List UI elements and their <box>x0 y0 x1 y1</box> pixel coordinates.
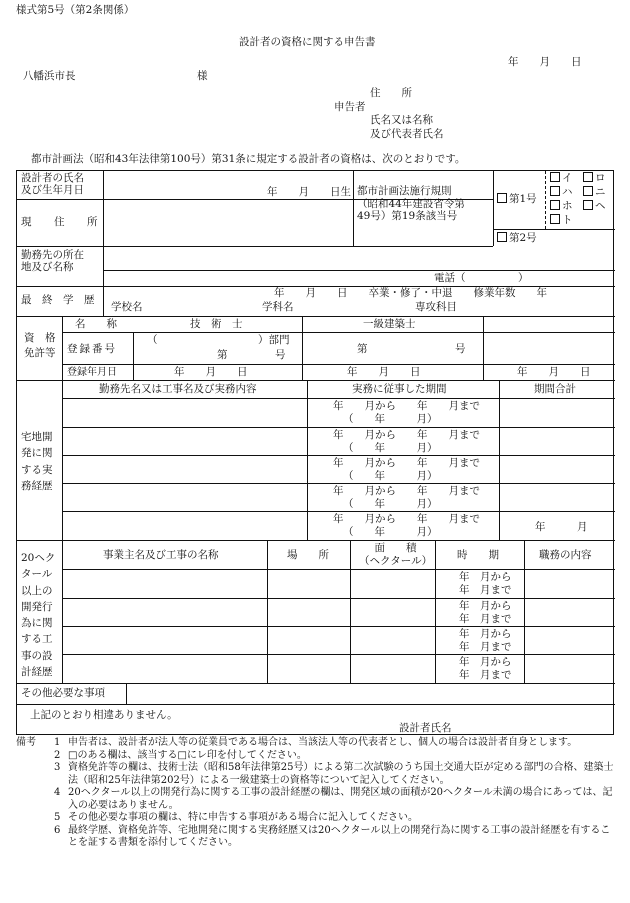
checkbox-icon <box>550 200 560 210</box>
experience-col-work: 勤務先名又は工事名及び実務内容 <box>99 383 257 395</box>
experience-period-length[interactable]: （ 年 月） <box>343 526 438 538</box>
bumon-open: （ <box>147 334 158 346</box>
rule-reference: 都市計画法施行規則 （昭和44年建設省令第 49号）第19条該当号 <box>357 185 465 223</box>
large-dev-from[interactable]: 年 月から <box>459 571 512 583</box>
birth-date[interactable]: 年 月 日生 <box>267 186 351 198</box>
large-dev-to[interactable]: 年 月まで <box>459 613 512 625</box>
registration-number-label: 登録番号 <box>67 343 117 355</box>
ikkyu-go[interactable]: 号 <box>455 343 466 355</box>
experience-period-from-to[interactable]: 年 月から 年 月まで <box>333 400 480 412</box>
kana-i[interactable]: イ <box>550 172 573 184</box>
large-development-label: 20ヘク タール 以上の 開発行 為に関 する工 事の設 計経歴 <box>21 552 56 678</box>
large-dev-col-period: 時 期 <box>457 549 499 561</box>
ikkyu-dai: 第 <box>357 343 368 355</box>
checkbox-icon <box>497 193 507 203</box>
ikkyu-reg-date-1[interactable]: 年 月 日 <box>347 366 421 378</box>
experience-period-from-to[interactable]: 年 月から 年 月まで <box>333 485 480 497</box>
kana-to[interactable]: ト <box>550 214 573 226</box>
experience-col-period: 実務に従事した期間 <box>352 383 447 395</box>
ikkyu-reg-date-2[interactable]: 年 月 日 <box>517 366 591 378</box>
major-label: 専攻科目 <box>415 301 457 313</box>
experience-col-total: 期間合計 <box>534 383 576 395</box>
declaration-form <box>16 170 614 735</box>
gijutsushi-dai: 第 <box>217 349 228 361</box>
note-item: 4 20ヘクタール以上の開発行為に関する工事の設計経歴の欄は、開発区域の面積が20ヘクタール未満の場合にあっては、記入の必要はありません。 <box>54 787 613 811</box>
designer-name-label: 設計者の氏名 及び生年月日 <box>21 172 84 197</box>
experience-total[interactable]: 年 月 <box>535 521 588 533</box>
education-label: 最 終 学 歴 <box>21 294 95 306</box>
notes-section <box>16 737 616 850</box>
checkbox-icon <box>497 232 507 242</box>
education-dates[interactable]: 年 月 日 卒業・修了・中退 修業年数 年 <box>274 287 547 299</box>
form-title: 設計者の資格に関する申告書 <box>239 36 376 48</box>
applicant-address-label: 住 所 <box>370 87 412 99</box>
honorific: 様 <box>197 70 208 82</box>
faculty-label: 学科名 <box>262 301 294 313</box>
current-address-label: 現 住 所 <box>21 216 104 228</box>
applicant-name-label: 氏名又は名称 <box>370 114 433 126</box>
gijutsushi-reg-date[interactable]: 年 月 日 <box>174 366 248 378</box>
large-dev-col-duty: 職務の内容 <box>539 549 592 561</box>
checkbox-icon <box>583 186 593 196</box>
kana-ha[interactable]: ハ <box>550 186 573 198</box>
experience-label: 宅地開 発に関 する実 務経歴 <box>21 431 53 492</box>
large-dev-to[interactable]: 年 月まで <box>459 641 512 653</box>
experience-period-from-to[interactable]: 年 月から 年 月まで <box>333 457 480 469</box>
kana-he[interactable]: ヘ <box>583 200 606 212</box>
large-dev-from[interactable]: 年 月から <box>459 600 512 612</box>
experience-period-from-to[interactable]: 年 月から 年 月まで <box>333 429 480 441</box>
checkbox-icon <box>550 172 560 182</box>
checkbox-icon <box>583 172 593 182</box>
large-dev-to[interactable]: 年 月まで <box>459 669 512 681</box>
large-dev-col-location: 場 所 <box>287 549 329 561</box>
large-dev-from[interactable]: 年 月から <box>459 656 512 668</box>
kana-ho[interactable]: ホ <box>550 200 573 212</box>
statement: 都市計画法（昭和43年法律第100号）第31条に規定する設計者の資格は、次のとおりです。 <box>31 153 466 165</box>
large-dev-from[interactable]: 年 月から <box>459 628 512 640</box>
note-item: 2 □のある欄は、該当する□にレ印を付してください。 <box>54 749 307 761</box>
kana-ni[interactable]: ニ <box>583 186 606 198</box>
school-name-label: 学校名 <box>111 301 143 313</box>
item-2-check[interactable]: 第2号 <box>497 232 537 244</box>
office-label: 勤務先の所在 地及び名称 <box>21 249 84 274</box>
large-dev-col-project: 事業主名及び工事の名称 <box>103 549 219 561</box>
license-name-label: 名 称 <box>75 318 117 330</box>
experience-period-length[interactable]: （ 年 月） <box>343 442 438 454</box>
note-item: 3 資格免許等の欄は、技術士法（昭和58年法律第25号）による第二次試験のうち国土交通大臣が定める部門の合格、建築士法（昭和25年法律第202号）による一級建築士の資格等について記入してください。 <box>54 762 614 786</box>
notes-title: 備考 <box>16 737 36 748</box>
note-item: 5 その他必要な事項の欄は、特に申告する事項がある場合に記入してください。 <box>54 812 418 823</box>
other-matters-label: その他必要な事項 <box>21 687 105 699</box>
addressee: 八幡浜市長 <box>23 70 76 82</box>
note-item: 備考 1 申告者は、設計者が法人等の従業員である場合は、当該法人等の代表者とし、個人の場合は設計者自身とします。 <box>16 737 578 748</box>
ikkyu-label: 一級建築士 <box>363 318 416 330</box>
gijutsushi-label: 技 術 士 <box>190 318 243 330</box>
submission-date[interactable]: 年 月 日 <box>508 56 582 68</box>
registration-date-label: 登録年月日 <box>67 367 117 378</box>
license-label: 資 格 免許等 <box>24 332 56 360</box>
kana-ro[interactable]: ロ <box>583 172 606 184</box>
bumon-label[interactable]: ）部門 <box>258 334 290 346</box>
large-dev-col-area: 面 積 （ヘクタール） <box>359 542 433 567</box>
gijutsushi-go[interactable]: 号 <box>275 349 286 361</box>
experience-period-from-to[interactable]: 年 月から 年 月まで <box>333 513 480 525</box>
experience-period-length[interactable]: （ 年 月） <box>343 470 438 482</box>
large-dev-to[interactable]: 年 月まで <box>459 584 512 596</box>
experience-period-length[interactable]: （ 年 月） <box>343 413 438 425</box>
checkbox-icon <box>550 214 560 224</box>
phone-field[interactable]: 電話（ ） <box>434 272 529 284</box>
item-1-check[interactable]: 第1号 <box>497 193 537 205</box>
experience-period-length[interactable]: （ 年 月） <box>343 498 438 510</box>
note-item: 6 最終学歴、資格免許等、宅地開発に関する実務経歴又は20ヘクタール以上の開発行為に関する工事の設計経歴を有することを証する書類を添付してください。 <box>54 824 611 848</box>
checkbox-icon <box>550 186 560 196</box>
designer-signature-label[interactable]: 設計者氏名 <box>399 722 452 734</box>
certification-statement: 上記のとおり相違ありません。 <box>30 709 178 721</box>
applicant-representative-label: 及び代表者氏名 <box>370 128 444 140</box>
form-number: 様式第5号（第2条関係） <box>16 4 135 16</box>
checkbox-icon <box>583 200 593 210</box>
declarant-label: 申告者 <box>334 101 366 113</box>
